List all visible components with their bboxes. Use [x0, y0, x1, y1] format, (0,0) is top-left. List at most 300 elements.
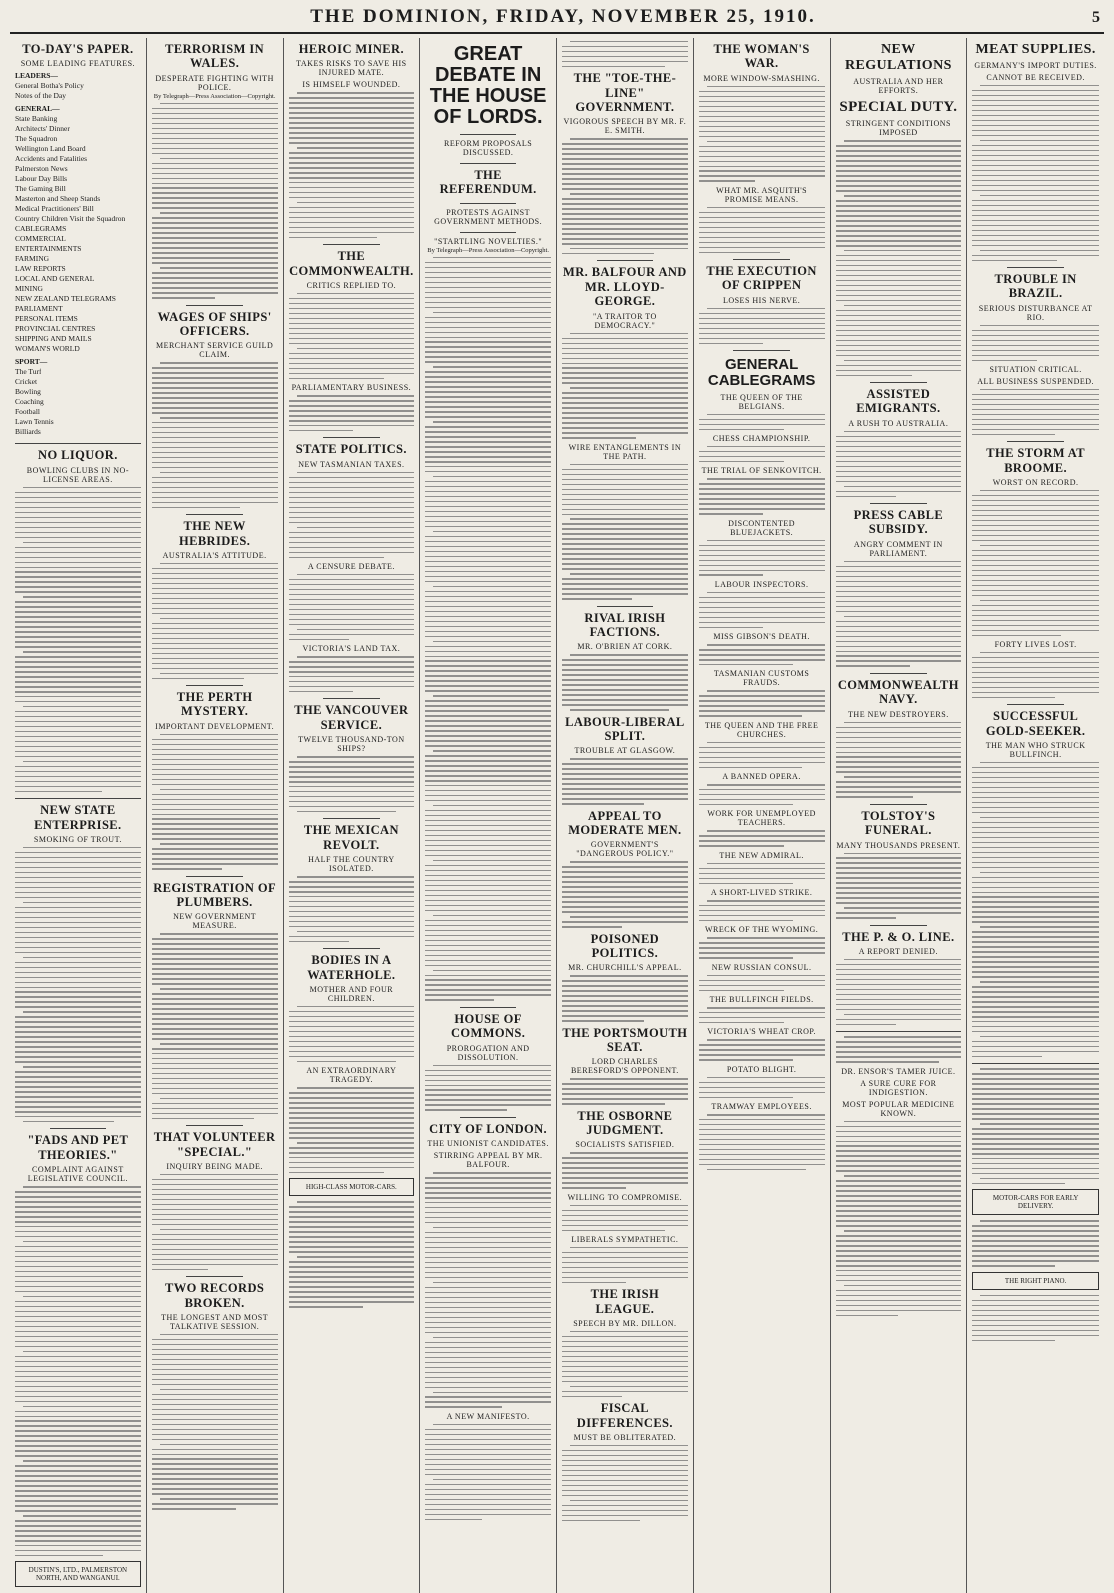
text-line [972, 105, 1099, 106]
text-line [297, 293, 415, 294]
text-line [152, 462, 278, 463]
text-line [15, 1221, 141, 1222]
text-line [15, 606, 141, 607]
text-line [15, 892, 141, 893]
subhead-startling-novelties: "STARTLING NOVELTIES." [434, 236, 543, 246]
text-line [15, 621, 141, 622]
text-line [152, 392, 278, 393]
text-line [844, 722, 962, 723]
text-line [836, 441, 962, 442]
text-line [152, 287, 278, 288]
text-line [425, 1272, 551, 1273]
subhead-rush-australia: A RUSH TO AUSTRALIA. [848, 418, 949, 428]
text-line [15, 1206, 141, 1207]
text-line [289, 1016, 415, 1017]
toc-item-label: PARLIAMENT [15, 304, 63, 314]
text-line [15, 512, 141, 513]
text-line [562, 432, 688, 433]
headline-labour-liberal: LABOUR-LIBERAL SPLIT. [565, 714, 685, 743]
text-line [836, 471, 962, 472]
text-line [15, 1485, 141, 1486]
text-line [152, 227, 278, 228]
text-line [15, 1051, 141, 1052]
text-line [972, 340, 1099, 341]
text-line [844, 305, 962, 306]
text-line [289, 557, 385, 558]
toc-item [15, 417, 141, 427]
subhead-struck-bullfinch: THE MAN WHO STRUCK BULLFINCH. [985, 740, 1086, 759]
toc-item [15, 214, 141, 224]
text-line [972, 205, 1099, 206]
text-line [15, 1316, 141, 1317]
article-body [562, 1445, 688, 1521]
text-line [425, 346, 551, 347]
text-line [980, 545, 1099, 546]
text-line [289, 604, 415, 605]
text-line [15, 781, 141, 782]
text-line [15, 552, 141, 553]
subhead-tramway: TRAMWAY EMPLOYEES. [711, 1102, 812, 1112]
text-line [699, 545, 825, 546]
text-line [289, 634, 415, 635]
text-line [699, 343, 763, 344]
text-line [289, 182, 415, 183]
text-line [425, 820, 551, 821]
text-line [972, 662, 1099, 663]
text-line [836, 1275, 962, 1276]
text-line [152, 784, 278, 785]
text-line [152, 943, 278, 944]
text-line [425, 660, 551, 661]
text-line [972, 1163, 1099, 1164]
text-line [699, 498, 825, 499]
text-line [425, 446, 551, 447]
article-body [152, 563, 278, 679]
text-line [289, 681, 415, 682]
text-line [707, 1114, 825, 1115]
text-line [297, 1201, 415, 1202]
text-line [699, 947, 825, 948]
text-line [972, 1315, 1099, 1316]
text-line [289, 1157, 415, 1158]
text-line [152, 863, 278, 864]
text-line [844, 853, 962, 854]
text-line [15, 696, 141, 697]
text-line [562, 664, 688, 665]
text-line [289, 187, 415, 188]
text-line [425, 735, 551, 736]
text-line [289, 492, 415, 493]
text-line [972, 1245, 1099, 1246]
text-line [570, 1500, 688, 1501]
text-line [836, 737, 962, 738]
text-line [562, 1505, 688, 1506]
text-line [152, 1264, 278, 1265]
text-line [570, 975, 688, 976]
text-line [836, 270, 962, 271]
text-line [844, 561, 962, 562]
text-line [425, 979, 551, 980]
text-line [836, 974, 962, 975]
text-line [836, 1310, 962, 1311]
text-line [425, 1277, 551, 1278]
text-line [836, 1270, 962, 1271]
text-line [972, 667, 1099, 668]
column-3 [284, 38, 421, 1593]
text-line [152, 272, 278, 273]
text-line [425, 1509, 551, 1510]
toc-item [15, 377, 141, 387]
advertisement-dustins: DUSTIN'S, LTD., PALMERSTON NORTH, AND WANGANUI. [15, 1561, 141, 1587]
text-line [425, 601, 551, 602]
text-line [289, 686, 415, 687]
text-line [289, 1046, 415, 1047]
text-line [289, 661, 415, 662]
text-line [972, 657, 1099, 658]
text-line [289, 117, 415, 118]
text-line [972, 345, 1099, 346]
text-line [836, 1180, 962, 1181]
text-line [152, 277, 278, 278]
text-line [425, 461, 551, 462]
text-line [289, 691, 353, 692]
text-line [425, 302, 551, 303]
toc-item-label: PROVINCIAL CENTRES [15, 324, 96, 334]
text-line [23, 651, 141, 652]
text-line [699, 705, 825, 706]
text-line [562, 1015, 688, 1016]
text-line [297, 1087, 415, 1088]
text-line [972, 245, 1099, 246]
text-line [972, 936, 1099, 937]
text-line [152, 828, 278, 829]
text-line [15, 1445, 141, 1446]
text-line [23, 1351, 141, 1352]
text-line [425, 730, 551, 731]
text-line [15, 567, 141, 568]
text-line [562, 61, 688, 62]
headline-womans-war: THE WOMAN'S WAR. [713, 42, 810, 71]
article-body [425, 1065, 551, 1111]
text-line [425, 920, 551, 921]
text-line [972, 1225, 1099, 1226]
text-line [152, 1048, 278, 1049]
text-line [425, 606, 551, 607]
article-body [562, 1078, 688, 1104]
text-line [972, 135, 1099, 136]
text-line [836, 1245, 962, 1246]
text-line [836, 1019, 962, 1020]
text-line [425, 1406, 502, 1407]
article-body [972, 762, 1099, 1057]
text-line [425, 416, 551, 417]
toc-item-label: Medical Practitioners' Bill [15, 204, 94, 214]
text-line [972, 355, 1099, 356]
text-line [699, 767, 802, 768]
text-line [836, 466, 962, 467]
subhead-tasmanian-taxes: NEW TASMANIAN TAXES. [298, 459, 405, 469]
text-line [289, 542, 415, 543]
text-line [289, 507, 415, 508]
text-line [425, 1089, 551, 1090]
text-line [425, 935, 551, 936]
text-line [836, 1170, 962, 1171]
text-line [562, 153, 688, 154]
text-line [425, 1357, 551, 1358]
text-line [972, 792, 1099, 793]
article-body [289, 293, 415, 379]
text-line [836, 1295, 962, 1296]
text-line [562, 1450, 688, 1451]
text-line [425, 1075, 551, 1076]
text-line [289, 232, 415, 233]
text-line [562, 168, 688, 169]
text-line [836, 867, 962, 868]
text-line [425, 1094, 551, 1095]
text-line [707, 86, 825, 87]
text-line [972, 1083, 1099, 1084]
text-line [152, 613, 278, 614]
text-line [289, 639, 349, 640]
text-line [836, 335, 962, 336]
text-line [425, 840, 551, 841]
text-line [980, 1123, 1099, 1124]
text-line [23, 1186, 141, 1187]
text-line [160, 843, 278, 844]
text-line [15, 1216, 141, 1217]
text-line [15, 726, 141, 727]
text-line [425, 1202, 551, 1203]
text-line [425, 945, 551, 946]
text-line [160, 417, 278, 418]
text-line [836, 491, 962, 492]
text-line [836, 872, 962, 873]
text-line [160, 158, 278, 159]
headline-mexican-revolt: THE MEXICAN REVOLT. [303, 823, 399, 852]
text-line [972, 1158, 1099, 1159]
text-line [972, 585, 1099, 586]
subhead-labour-inspectors: LABOUR INSPECTORS. [714, 579, 809, 589]
text-line [836, 651, 962, 652]
text-line [15, 1416, 141, 1417]
text-line [699, 126, 825, 127]
text-line [699, 985, 825, 986]
text-line [699, 920, 793, 921]
text-line [289, 1221, 415, 1222]
text-line [152, 153, 278, 154]
text-line [570, 1445, 688, 1446]
text-line [562, 1167, 688, 1168]
text-line [972, 1118, 1099, 1119]
text-line [836, 882, 962, 883]
text-line [425, 546, 551, 547]
text-line [289, 1291, 415, 1292]
article-body [699, 1077, 825, 1098]
text-line [425, 616, 551, 617]
text-line [972, 822, 1099, 823]
text-line [699, 574, 763, 575]
text-line [15, 1041, 141, 1042]
text-line [699, 957, 793, 958]
text-line [562, 173, 688, 174]
text-line [152, 1093, 278, 1094]
text-line [15, 1311, 141, 1312]
text-line [15, 721, 141, 722]
text-line [972, 971, 1099, 972]
text-line [562, 891, 688, 892]
text-line [836, 979, 962, 980]
text-line [152, 1399, 278, 1400]
text-line [297, 147, 415, 148]
text-line [699, 845, 785, 846]
headline-referendum: THE REFERENDUM. [439, 168, 537, 197]
subhead-half-country: HALF THE COUNTRY ISOLATED. [308, 855, 395, 874]
article-body [562, 138, 688, 254]
text-line [836, 1195, 962, 1196]
text-line [836, 1155, 962, 1156]
text-line [980, 817, 1099, 818]
text-line [972, 500, 1099, 501]
text-line [289, 1162, 415, 1163]
text-line [152, 187, 278, 188]
toc-item-label: Labour Day Bills [15, 174, 68, 184]
subhead-liberals-sympathetic: LIBERALS SYMPATHETIC. [571, 1234, 679, 1244]
text-line [152, 1179, 278, 1180]
text-line [836, 1061, 939, 1062]
text-line [15, 996, 141, 997]
text-line [152, 292, 278, 293]
text-line [425, 1317, 551, 1318]
text-line [570, 1078, 688, 1079]
text-line [562, 1455, 688, 1456]
text-line [152, 573, 278, 574]
text-line [15, 922, 141, 923]
text-line [699, 180, 756, 181]
text-line [152, 779, 278, 780]
text-line [15, 1435, 141, 1436]
text-line [562, 1341, 688, 1342]
text-line [707, 308, 825, 309]
article-body [699, 478, 825, 514]
headline-vancouver-service: THE VANCOUVER SERVICE. [294, 703, 409, 732]
text-line [15, 562, 141, 563]
text-line [289, 766, 415, 767]
text-line [836, 451, 962, 452]
text-line [562, 788, 688, 789]
text-line [972, 535, 1099, 536]
text-line [972, 1133, 1099, 1134]
text-line [699, 1022, 785, 1023]
text-line [972, 414, 1099, 415]
text-line [15, 661, 141, 662]
text-line [152, 764, 278, 765]
text-line [425, 1192, 551, 1193]
text-line [433, 1337, 551, 1338]
text-line [152, 853, 278, 854]
text-line [972, 1173, 1099, 1174]
text-line [425, 536, 551, 537]
text-line [836, 1240, 962, 1241]
text-line [562, 699, 688, 700]
text-line [152, 1354, 278, 1355]
text-line [152, 1194, 278, 1195]
text-line [425, 506, 551, 507]
toc-section-label: GENERAL— [15, 104, 60, 114]
article-body [699, 830, 825, 846]
text-line [699, 990, 785, 991]
text-line [160, 1229, 278, 1230]
text-line [972, 931, 1099, 932]
text-line [972, 832, 1099, 833]
text-line [699, 156, 825, 157]
subhead-leading-features: SOME LEADING FEATURES. [20, 59, 136, 69]
text-line [972, 976, 1099, 977]
text-line [836, 215, 962, 216]
text-line [289, 378, 385, 379]
text-line [972, 862, 1099, 863]
text-line [972, 1183, 1065, 1184]
article-body [836, 431, 962, 497]
text-line [972, 1098, 1099, 1099]
text-line [15, 1076, 141, 1077]
subhead-legislative-council: COMPLAINT AGAINST LEGISLATIVE COUNCIL. [27, 1165, 128, 1184]
text-line [15, 1321, 141, 1322]
text-line [972, 125, 1099, 126]
text-line [972, 130, 1099, 131]
text-line [562, 1257, 688, 1258]
text-line [289, 609, 415, 610]
text-line [972, 190, 1099, 191]
text-line [152, 1033, 278, 1034]
article-body [289, 395, 415, 431]
text-line [562, 343, 688, 344]
text-line [425, 740, 551, 741]
text-line [562, 1515, 688, 1516]
text-line [425, 895, 551, 896]
text-line [289, 891, 415, 892]
text-line [972, 520, 1099, 521]
text-line [425, 571, 551, 572]
text-line [289, 308, 415, 309]
text-line [433, 1227, 551, 1228]
text-line [699, 835, 825, 836]
headline-perth-mystery: THE PERTH MYSTERY. [176, 690, 253, 719]
toc-item [15, 174, 141, 184]
text-line [289, 666, 415, 667]
text-line [152, 1478, 278, 1479]
text-line [152, 583, 278, 584]
text-line [15, 1470, 141, 1471]
text-line [15, 716, 141, 717]
text-line [289, 358, 415, 359]
text-line [152, 809, 278, 810]
toc-item-label: Architects' Dinner [15, 124, 70, 134]
text-line [425, 855, 551, 856]
text-line [972, 1011, 1099, 1012]
text-line [289, 338, 415, 339]
text-line [15, 907, 141, 908]
text-line [972, 200, 1099, 201]
headline-fiscal: FISCAL DIFFERENCES. [576, 1401, 673, 1430]
text-line [707, 540, 825, 541]
text-line [152, 402, 278, 403]
text-line [425, 800, 551, 801]
text-line [425, 984, 551, 985]
text-line [289, 1152, 415, 1153]
text-line [289, 886, 415, 887]
text-line [836, 275, 962, 276]
text-line [152, 1199, 278, 1200]
